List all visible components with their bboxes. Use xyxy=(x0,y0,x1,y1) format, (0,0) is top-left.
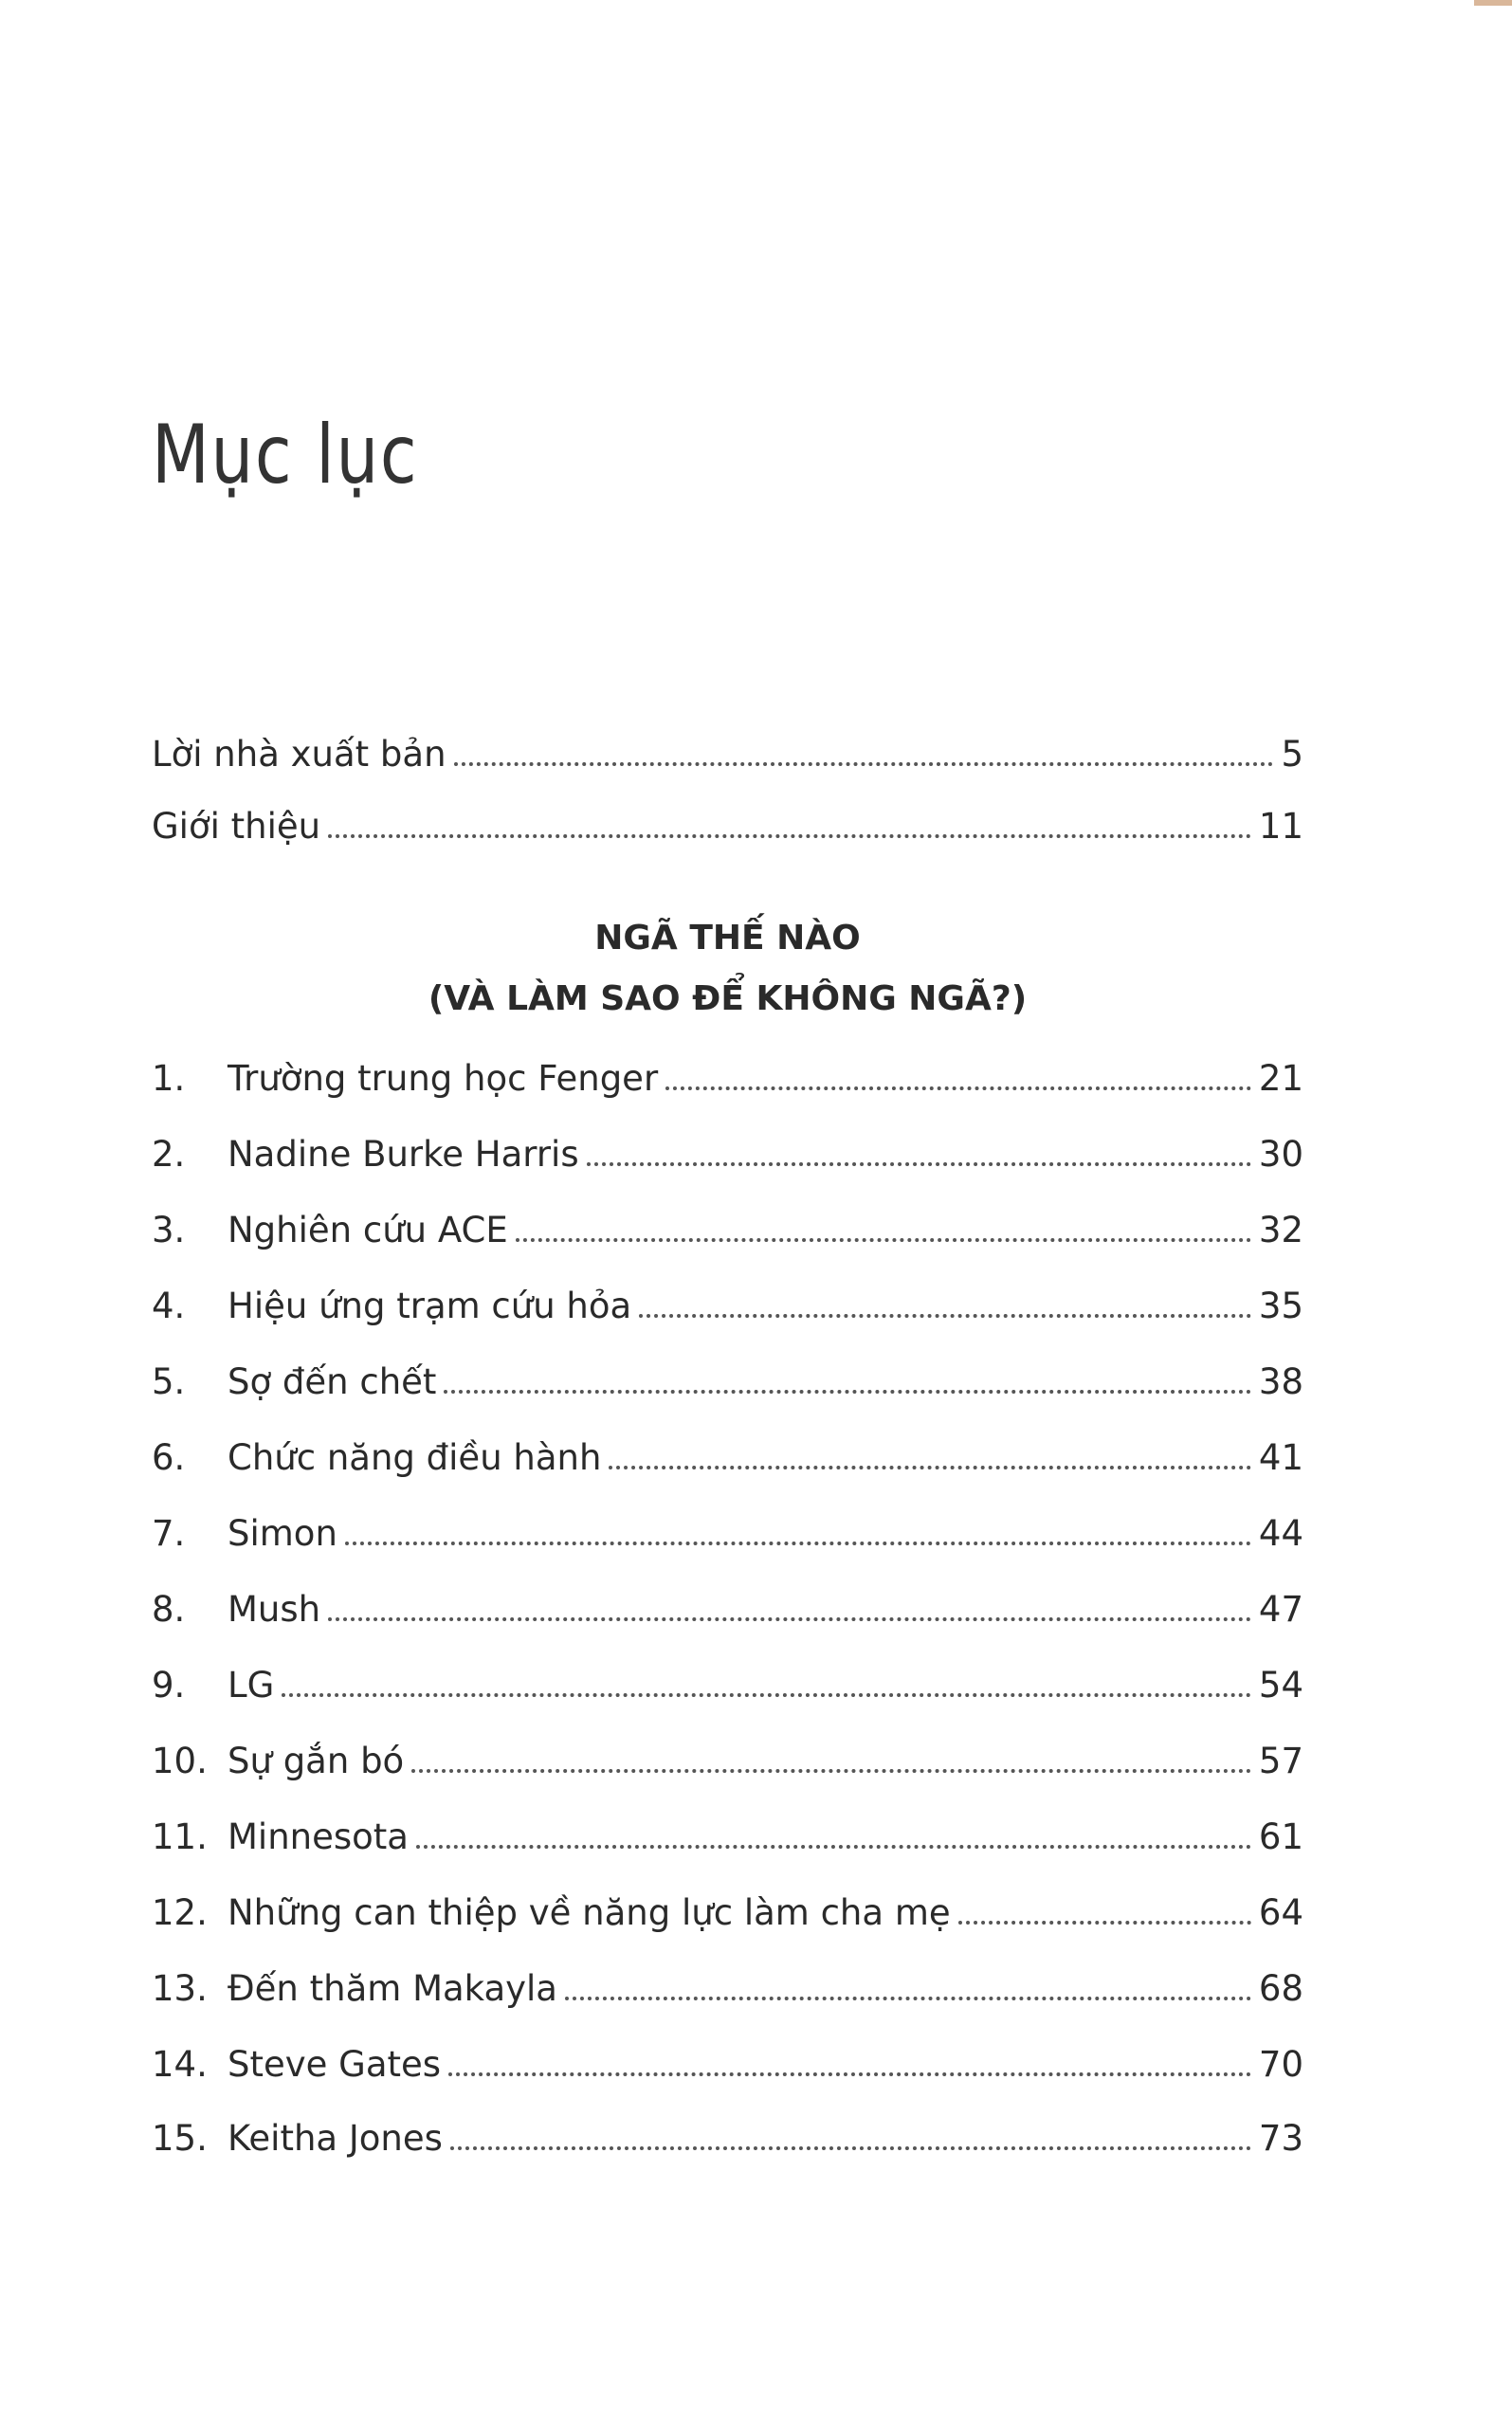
chapter-title: Steve Gates xyxy=(228,2044,442,2085)
chapter-page: 21 xyxy=(1258,1058,1303,1099)
chapter-page: 68 xyxy=(1258,1968,1303,2009)
chapter-number: 13. xyxy=(152,1968,208,2009)
dot-leader xyxy=(444,1390,1250,1394)
dot-leader xyxy=(411,1769,1251,1773)
toc-chapter-4[interactable] xyxy=(152,1284,1303,1329)
toc-chapter-5[interactable] xyxy=(152,1359,1303,1405)
toc-chapter-7[interactable] xyxy=(152,1511,1303,1557)
chapter-number: 9. xyxy=(152,1665,186,1706)
dot-leader xyxy=(345,1542,1251,1545)
toc-entry-page: 11 xyxy=(1258,806,1303,847)
chapter-title: Trường trung học Fenger xyxy=(228,1058,659,1099)
section-heading-line2: (VÀ LÀM SAO ĐỂ KHÔNG NGÃ?) xyxy=(428,979,1028,1018)
section-heading-line1: NGÃ THẾ NÀO xyxy=(594,919,861,958)
chapter-number: 7. xyxy=(152,1513,186,1554)
chapter-title: LG xyxy=(228,1665,275,1706)
chapter-number: 2. xyxy=(152,1134,186,1175)
toc-entry-front-1[interactable] xyxy=(152,732,1303,777)
dot-leader xyxy=(639,1314,1251,1318)
dot-leader xyxy=(958,1921,1251,1925)
chapter-number: 14. xyxy=(152,2044,208,2085)
chapter-title: Nghiên cứu ACE xyxy=(228,1210,508,1250)
dot-leader xyxy=(416,1845,1251,1849)
dot-leader xyxy=(565,1997,1251,2000)
chapter-page: 57 xyxy=(1258,1741,1303,1781)
toc-chapter-8[interactable] xyxy=(152,1587,1303,1633)
toc-entry-label: Giới thiệu xyxy=(152,806,321,847)
toc-chapter-11[interactable] xyxy=(152,1815,1303,1860)
dot-leader xyxy=(450,2146,1251,2150)
chapter-number: 15. xyxy=(152,2118,208,2159)
chapter-title: Đến thăm Makayla xyxy=(228,1968,557,2009)
chapter-number: 12. xyxy=(152,1892,208,1933)
chapter-page: 41 xyxy=(1258,1437,1303,1478)
toc-entry-label: Lời nhà xuất bản xyxy=(152,734,446,775)
chapter-number: 4. xyxy=(152,1286,186,1326)
chapter-title: Hiệu ứng trạm cứu hỏa xyxy=(228,1286,632,1326)
chapter-number: 5. xyxy=(152,1361,186,1402)
chapter-number: 10. xyxy=(152,1741,208,1781)
dot-leader xyxy=(665,1086,1251,1090)
toc-chapter-15[interactable] xyxy=(152,2116,1303,2162)
toc-chapter-14[interactable] xyxy=(152,2042,1303,2088)
page-edge-mark xyxy=(1474,0,1512,6)
toc-chapter-6[interactable] xyxy=(152,1435,1303,1481)
chapter-number: 1. xyxy=(152,1058,186,1099)
chapter-number: 3. xyxy=(152,1210,186,1250)
dot-leader xyxy=(448,2072,1251,2076)
chapter-title: Simon xyxy=(228,1513,337,1554)
chapter-page: 70 xyxy=(1258,2044,1303,2085)
toc-chapter-10[interactable] xyxy=(152,1739,1303,1784)
chapter-number: 8. xyxy=(152,1589,186,1630)
chapter-page: 61 xyxy=(1258,1816,1303,1857)
chapter-page: 44 xyxy=(1258,1513,1303,1554)
toc-entry-front-2[interactable] xyxy=(152,804,1303,849)
chapter-number: 11. xyxy=(152,1816,208,1857)
toc-chapter-13[interactable] xyxy=(152,1966,1303,2012)
chapter-title: Keitha Jones xyxy=(228,2118,443,2159)
dot-leader xyxy=(516,1238,1251,1242)
toc-entry-page: 5 xyxy=(1281,734,1303,775)
toc-chapter-1[interactable] xyxy=(152,1056,1303,1102)
chapter-page: 54 xyxy=(1258,1665,1303,1706)
toc-chapter-9[interactable] xyxy=(152,1663,1303,1708)
dot-leader xyxy=(454,762,1274,766)
chapter-page: 73 xyxy=(1258,2118,1303,2159)
chapter-title: Mush xyxy=(228,1589,321,1630)
chapter-title: Sợ đến chết xyxy=(228,1361,437,1402)
chapter-page: 38 xyxy=(1258,1361,1303,1402)
toc-chapter-3[interactable] xyxy=(152,1208,1303,1253)
chapter-title: Nadine Burke Harris xyxy=(228,1134,579,1175)
chapter-page: 64 xyxy=(1258,1892,1303,1933)
chapter-title: Minnesota xyxy=(228,1816,409,1857)
dot-leader xyxy=(328,834,1251,838)
toc-chapter-2[interactable] xyxy=(152,1132,1303,1177)
chapter-title: Những can thiệp về năng lực làm cha mẹ xyxy=(228,1892,951,1933)
toc-chapter-12[interactable] xyxy=(152,1890,1303,1936)
chapter-page: 30 xyxy=(1258,1134,1303,1175)
chapter-page: 32 xyxy=(1258,1210,1303,1250)
chapter-page: 47 xyxy=(1258,1589,1303,1630)
dot-leader xyxy=(328,1617,1251,1621)
dot-leader xyxy=(587,1162,1251,1166)
dot-leader xyxy=(609,1466,1250,1469)
chapter-title: Chức năng điều hành xyxy=(228,1437,602,1478)
chapter-page: 35 xyxy=(1258,1286,1303,1326)
page-title: Mục lục xyxy=(152,408,419,502)
chapter-number: 6. xyxy=(152,1437,186,1478)
chapter-title: Sự gắn bó xyxy=(228,1741,405,1781)
dot-leader xyxy=(282,1693,1251,1697)
